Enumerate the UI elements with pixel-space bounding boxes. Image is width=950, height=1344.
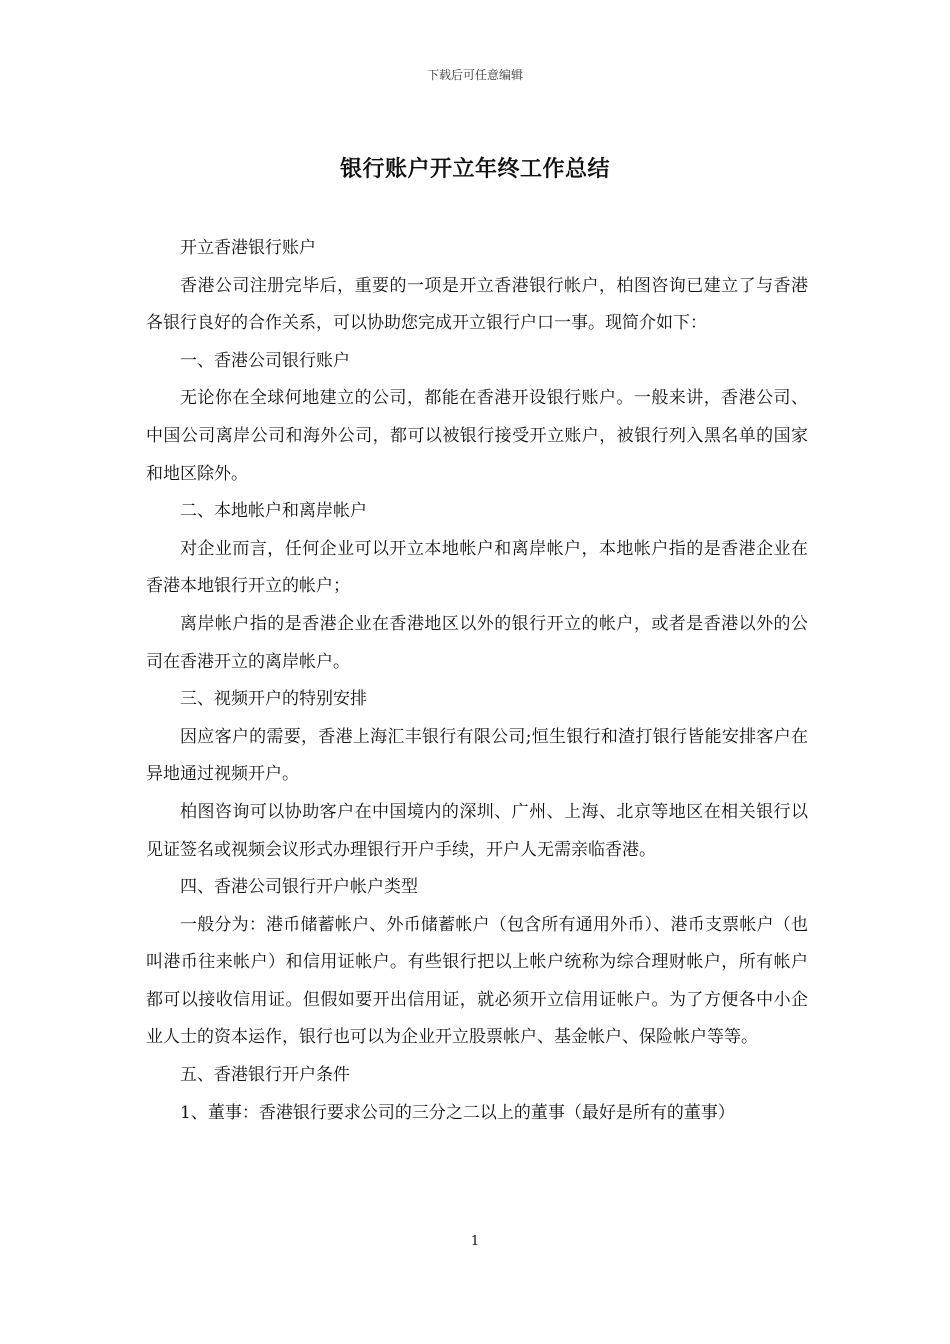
document-body — [146, 230, 808, 1132]
paragraph-section-5-item-1: 1、董事：香港银行要求公司的三分之二以上的董事（最好是所有的董事） — [180, 1102, 735, 1123]
paragraph-section-2b: 离岸帐户指的是香港企业在香港地区以外的银行开立的帐户，或者是香港以外的公司在香港开立的离岸帐户。 — [146, 613, 808, 672]
section-heading-1: 一、香港公司银行账户 — [180, 350, 350, 371]
paragraph-section-3b: 柏图咨询可以协助客户在中国境内的深圳、广州、上海、北京等地区在相关银行以见证签名或视频会议形式办理银行开户手续，开户人无需亲临香港。 — [146, 801, 808, 860]
page-number: 1 — [470, 1234, 480, 1249]
paragraph-section-2a: 对企业而言，任何企业可以开立本地帐户和离岸帐户，本地帐户指的是香港企业在香港本地银行开立的帐户； — [146, 538, 808, 597]
paragraph-section-3a: 因应客户的需要，香港上海汇丰银行有限公司;恒生银行和渣打银行皆能安排客户在异地通过视频开户。 — [146, 726, 808, 785]
header-note: 下载后可任意编辑 — [426, 68, 523, 82]
paragraph-intro: 香港公司注册完毕后，重要的一项是开立香港银行帐户，柏图咨询已建立了与香港各银行良好的合作关系，可以协助您完成开立银行户口一事。现简介如下： — [146, 275, 808, 334]
paragraph-heading-open-account: 开立香港银行账户 — [180, 238, 316, 258]
paragraph-section-1: 无论你在全球何地建立的公司，都能在香港开设银行账户。一般来讲，香港公司、中国公司离岸公司和海外公司，都可以被银行接受开立账户，被银行列入黑名单的国家和地区除外。 — [146, 388, 808, 484]
paragraph-section-4: 一般分为：港币储蓄帐户、外币储蓄帐户（包含所有通用外币）、港币支票帐户（也叫港币往来帐户）和信用证帐户。有些银行把以上帐户统称为综合理财帐户，所有帐户都可以接收信用证。但假如要开出信用证，就必须开立信用证帐户。为了方便各中小企业人士的资本运作，银行也可以为企业开立股票帐户、基金帐户、保险帐户等等。 — [146, 914, 808, 1048]
section-heading-2: 二、本地帐户和离岸帐户 — [180, 501, 367, 522]
section-heading-3: 三、视频开户的特别安排 — [180, 689, 367, 710]
section-heading-5: 五、香港银行开户条件 — [180, 1065, 350, 1086]
section-heading-4: 四、香港公司银行开户帐户类型 — [180, 877, 418, 898]
document-title: 银行账户开立年终工作总结 — [339, 157, 610, 182]
